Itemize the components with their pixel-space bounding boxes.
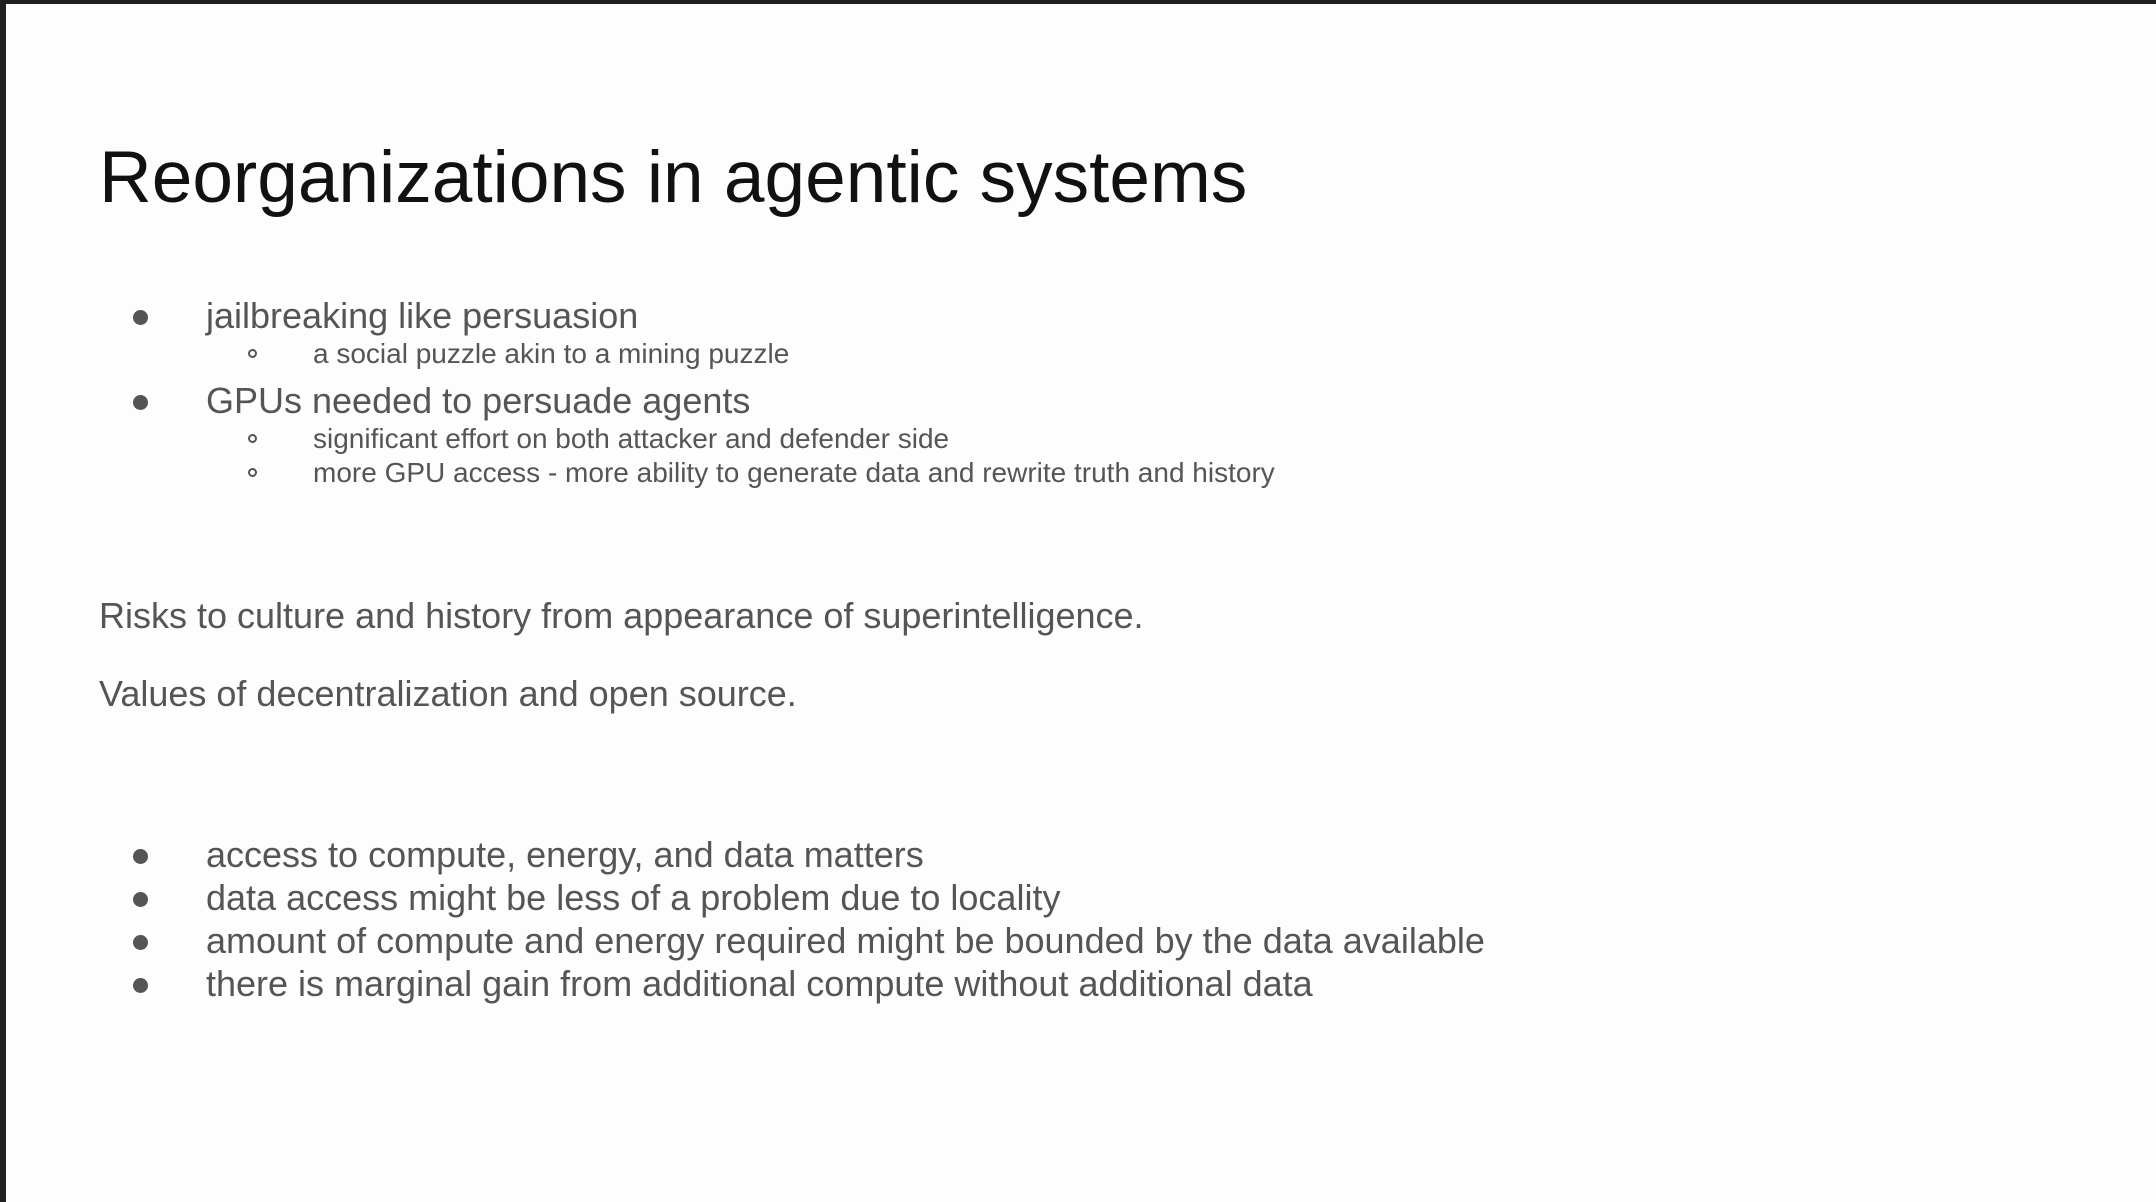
bullet-dot-icon	[133, 310, 148, 325]
bullet-ring-icon	[248, 468, 257, 477]
list-item	[6, 422, 1275, 456]
list-item	[6, 294, 1275, 337]
list-item	[6, 456, 1275, 490]
slide-title: Reorganizations in agentic systems	[99, 137, 1248, 218]
list-item	[6, 919, 1485, 962]
bullet-ring-icon	[248, 434, 257, 443]
bullet-text: amount of compute and energy required might be bounded by the data available	[206, 920, 1485, 961]
bullet-text: jailbreaking like persuasion	[206, 295, 639, 336]
bullet-text: GPUs needed to persuade agents	[206, 380, 751, 421]
bullet-dot-icon	[133, 892, 148, 907]
bullet-dot-icon	[133, 849, 148, 864]
paragraph-values: Values of decentralization and open source.	[99, 673, 797, 714]
list-item	[6, 337, 1275, 371]
bullet-dot-icon	[133, 978, 148, 993]
bullet-ring-icon	[248, 349, 257, 358]
list-item	[6, 833, 1485, 876]
list-item	[6, 379, 1275, 422]
list-item	[6, 876, 1485, 919]
bullet-list-top	[6, 294, 1275, 490]
slide	[6, 4, 2156, 1202]
paragraph-risks: Risks to culture and history from appearance of superintelligence.	[99, 595, 1144, 636]
bullet-dot-icon	[133, 935, 148, 950]
bullet-list-bottom	[6, 833, 1485, 1005]
list-item	[6, 962, 1485, 1005]
sub-bullet-text: significant effort on both attacker and defender side	[313, 423, 950, 454]
bullet-text: access to compute, energy, and data matters	[206, 834, 924, 875]
bullet-text: data access might be less of a problem due to locality	[206, 877, 1061, 918]
bullet-dot-icon	[133, 395, 148, 410]
sub-bullet-text: a social puzzle akin to a mining puzzle	[313, 338, 790, 369]
bullet-text: there is marginal gain from additional compute without additional data	[206, 963, 1313, 1004]
sub-bullet-text: more GPU access - more ability to generate data and rewrite truth and history	[313, 457, 1275, 488]
